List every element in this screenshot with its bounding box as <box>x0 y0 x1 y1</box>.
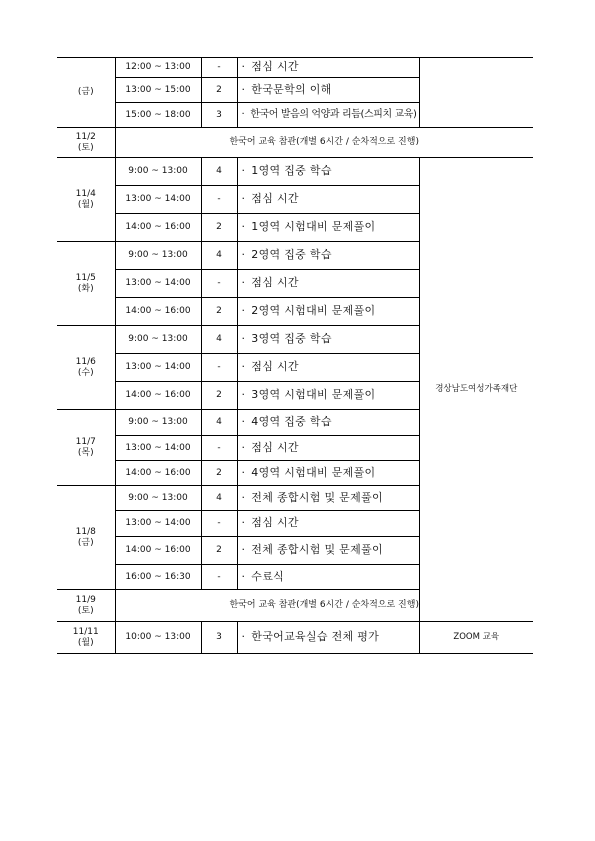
content-cell <box>237 298 419 326</box>
date-cell <box>57 158 115 242</box>
content-text: 한국문학의 이해 <box>251 82 332 96</box>
bullet: · <box>241 415 246 429</box>
date-day: (토) <box>77 605 94 616</box>
hours-cell: 2 <box>201 537 237 565</box>
content-text: 한국어 발음의 억양과 리듬(스피치 교육) <box>250 109 417 121</box>
date-text: 11/7 <box>75 437 96 448</box>
time-cell: 14:00 ~ 16:00 <box>115 298 201 326</box>
date-cell <box>57 486 115 590</box>
content-text: 점심 시간 <box>251 192 299 206</box>
date-cell <box>57 326 115 410</box>
date-day: (화) <box>77 283 94 294</box>
time-cell: 13:00 ~ 14:00 <box>115 436 201 461</box>
time-cell: 9:00 ~ 13:00 <box>115 326 201 354</box>
content-text: 3영역 집중 학습 <box>251 332 332 346</box>
content-text: 한국어교육실습 전체 평가 <box>251 630 380 644</box>
content-text: 점심 시간 <box>251 360 299 374</box>
hours-cell: - <box>201 511 237 537</box>
content-cell <box>237 622 419 654</box>
place-cell: ZOOM 교육 <box>419 622 533 654</box>
date-text: 11/5 <box>75 273 96 284</box>
bullet: · <box>241 109 245 121</box>
date-text: 11/4 <box>75 189 96 200</box>
time-cell: 9:00 ~ 13:00 <box>115 158 201 186</box>
hours-cell: 2 <box>201 461 237 486</box>
content-text: 점심 시간 <box>251 516 299 530</box>
hours-cell: 4 <box>201 158 237 186</box>
bullet: · <box>241 164 246 178</box>
time-cell: 13:00 ~ 14:00 <box>115 270 201 298</box>
hours-cell: 3 <box>201 622 237 654</box>
time-cell: 9:00 ~ 13:00 <box>115 486 201 511</box>
hours-cell: - <box>201 565 237 590</box>
time-cell: 15:00 ~ 18:00 <box>115 103 201 128</box>
content-text: 점심 시간 <box>251 440 299 454</box>
bullet: · <box>241 465 246 479</box>
content-cell <box>237 158 419 186</box>
date-day: (월) <box>77 637 94 648</box>
date-cell <box>57 622 115 654</box>
content-cell <box>237 511 419 537</box>
bullet: · <box>241 388 246 402</box>
date-cell <box>57 410 115 486</box>
time-cell: 16:00 ~ 16:30 <box>115 565 201 590</box>
content-text: 전체 종합시험 및 문제풀이 <box>251 490 383 504</box>
hours-cell: 4 <box>201 410 237 436</box>
table-row <box>57 58 533 78</box>
date-cell <box>57 58 115 128</box>
hours-cell: - <box>201 58 237 78</box>
content-cell <box>237 436 419 461</box>
hours-cell: - <box>201 354 237 382</box>
hours-cell: 4 <box>201 242 237 270</box>
hours-cell: - <box>201 270 237 298</box>
date-text: 11/6 <box>75 357 96 368</box>
hours-cell: 2 <box>201 298 237 326</box>
date-cell <box>57 128 115 158</box>
date-day: (목) <box>77 447 94 458</box>
bullet: · <box>241 630 246 644</box>
time-cell: 14:00 ~ 16:00 <box>115 382 201 410</box>
bullet: · <box>241 192 246 206</box>
table-row <box>57 158 533 186</box>
bullet: · <box>241 60 246 74</box>
time-cell: 13:00 ~ 14:00 <box>115 354 201 382</box>
bullet: · <box>241 490 246 504</box>
content-text: 4영역 시험대비 문제풀이 <box>251 465 376 479</box>
date-text: 11/2 <box>75 132 96 143</box>
time-cell: 9:00 ~ 13:00 <box>115 410 201 436</box>
hours-cell: 2 <box>201 382 237 410</box>
content-cell <box>237 186 419 214</box>
hours-cell: - <box>201 436 237 461</box>
bullet: · <box>241 304 246 318</box>
note-cell: 한국어 교육 참관(개별 6시간 / 순차적으로 진행) <box>115 128 533 158</box>
time-cell: 10:00 ~ 13:00 <box>115 622 201 654</box>
time-cell: 13:00 ~ 15:00 <box>115 78 201 103</box>
place-cell <box>419 58 533 128</box>
hours-cell: 4 <box>201 486 237 511</box>
hours-cell: - <box>201 186 237 214</box>
time-cell: 12:00 ~ 13:00 <box>115 58 201 78</box>
content-cell <box>237 326 419 354</box>
time-cell: 9:00 ~ 13:00 <box>115 242 201 270</box>
content-cell <box>237 410 419 436</box>
date-day: (월) <box>77 199 94 210</box>
bullet: · <box>241 516 246 530</box>
place-cell: 경상남도여성가족재단 <box>419 158 533 622</box>
content-text: 4영역 집중 학습 <box>251 415 332 429</box>
hours-cell: 4 <box>201 326 237 354</box>
time-cell: 14:00 ~ 16:00 <box>115 214 201 242</box>
bullet: · <box>241 276 246 290</box>
table-row <box>57 128 533 158</box>
date-day: (금) <box>77 537 94 548</box>
content-cell <box>237 486 419 511</box>
bullet: · <box>241 360 246 374</box>
hours-cell: 3 <box>201 103 237 128</box>
bullet: · <box>241 220 246 234</box>
date-cell <box>57 590 115 622</box>
note-cell: 한국어 교육 참관(개별 6시간 / 순차적으로 진행) <box>115 590 533 622</box>
content-text: 1영역 시험대비 문제풀이 <box>251 220 376 234</box>
hours-cell: 2 <box>201 214 237 242</box>
content-text: 점심 시간 <box>251 276 299 290</box>
table-row <box>57 590 533 622</box>
date-text: 11/8 <box>75 527 96 538</box>
content-text: 2영역 집중 학습 <box>251 248 332 262</box>
time-cell: 13:00 ~ 14:00 <box>115 186 201 214</box>
content-cell <box>237 214 419 242</box>
content-text: 3영역 시험대비 문제풀이 <box>251 388 376 402</box>
bullet: · <box>241 332 246 346</box>
date-day: (수) <box>77 367 94 378</box>
time-cell: 14:00 ~ 16:00 <box>115 461 201 486</box>
content-cell <box>237 103 419 128</box>
content-cell <box>237 78 419 103</box>
bullet: · <box>241 440 246 454</box>
schedule-table <box>57 57 533 654</box>
content-cell <box>237 270 419 298</box>
date-cell <box>57 242 115 326</box>
content-text: 전체 종합시험 및 문제풀이 <box>251 543 383 557</box>
date-text: 11/9 <box>75 595 96 606</box>
content-cell <box>237 354 419 382</box>
content-cell <box>237 382 419 410</box>
content-text: 점심 시간 <box>251 60 299 74</box>
table-row <box>57 622 533 654</box>
date-day: (금) <box>77 87 94 98</box>
content-text: 2영역 시험대비 문제풀이 <box>251 304 376 318</box>
hours-cell: 2 <box>201 78 237 103</box>
bullet: · <box>241 248 246 262</box>
bullet: · <box>241 543 246 557</box>
content-cell <box>237 565 419 590</box>
bullet: · <box>241 569 246 583</box>
content-cell <box>237 58 419 78</box>
date-text: 11/11 <box>72 627 99 638</box>
date-day: (토) <box>77 142 94 153</box>
content-cell <box>237 461 419 486</box>
content-text: 1영역 집중 학습 <box>251 164 332 178</box>
time-cell: 13:00 ~ 14:00 <box>115 511 201 537</box>
content-text: 수료식 <box>251 569 285 583</box>
content-cell <box>237 537 419 565</box>
bullet: · <box>241 82 246 96</box>
content-cell <box>237 242 419 270</box>
time-cell: 14:00 ~ 16:00 <box>115 537 201 565</box>
